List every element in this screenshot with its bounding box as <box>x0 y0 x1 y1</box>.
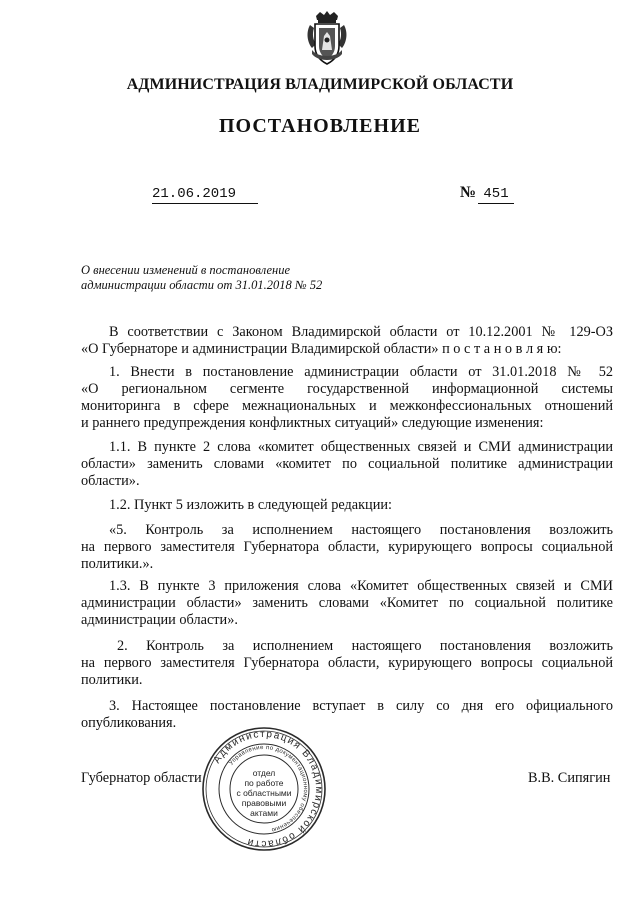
clause-1-3 <box>81 578 613 629</box>
text-line: опубликования. <box>81 715 177 731</box>
stamp-line: актами <box>250 808 278 818</box>
text-line: политики.». <box>81 556 154 572</box>
text-line: мониторинга в сфере межнациональных и межконфессиональных отношений <box>81 398 613 414</box>
text-line: на первого заместителя Губернатора области, курирующего вопросы социальной <box>81 539 613 555</box>
document-number: 451 <box>478 186 514 204</box>
clause-5-quote <box>81 522 613 573</box>
subject-line: О внесении изменений в постановление <box>81 263 291 277</box>
text-line: области». <box>81 473 140 489</box>
number-label: № <box>460 184 477 201</box>
text-line: администрации области». <box>81 612 238 628</box>
svg-text:Администрация Владимирской обл: Администрация Владимирской области <box>211 728 325 850</box>
text-line: 1.1. В пункте 2 слова «комитет общественных связей и СМИ администрации <box>109 439 613 455</box>
document-date: 21.06.2019 <box>152 186 258 204</box>
text-line: и раннего предупреждения конфликтных ситуаций» следующие изменения: <box>81 415 544 431</box>
text-line: 1.2. Пункт 5 изложить в следующей редакции: <box>109 497 392 513</box>
clause-3 <box>81 698 613 732</box>
organization-title: АДМИНИСТРАЦИЯ ВЛАДИМИРСКОЙ ОБЛАСТИ <box>126 76 514 93</box>
coat-of-arms-icon <box>304 10 350 68</box>
stamp-line: отдел <box>252 768 276 778</box>
text-line: «О Губернаторе и администрации Владимирской области» п о с т а н о в л я ю: <box>81 341 562 357</box>
stamp-line: правовыми <box>241 798 287 808</box>
clause-1-1 <box>81 439 613 490</box>
stamp-line: по работе <box>244 778 284 788</box>
clause-2 <box>81 638 613 689</box>
text-line: области» заменить словами «комитет по социальной политике администрации <box>81 456 613 472</box>
document-subject <box>81 263 322 293</box>
text-line: политики. <box>81 672 143 688</box>
text-line: В соответствии с Законом Владимирской области от 10.12.2001 № 129-ОЗ <box>109 324 613 340</box>
text-line: 1.3. В пункте 3 приложения слова «Комитет общественных связей и СМИ <box>109 578 613 594</box>
signatory-name: В.В. Сипягин <box>528 770 611 786</box>
document-type-title: ПОСТАНОВЛЕНИЕ <box>219 115 421 137</box>
stamp-center-text <box>236 768 292 818</box>
intro-paragraph <box>81 324 613 358</box>
clause-1-2 <box>81 497 613 514</box>
text-line: 1. Внести в постановление администрации области от 31.01.2018 № 52 <box>109 364 613 380</box>
signatory-position: Губернатор области <box>81 770 202 786</box>
text-line: 3. Настоящее постановление вступает в силу со дня его официального <box>109 698 613 714</box>
text-line: 2. Контроль за исполнением настоящего постановления возложить <box>117 638 613 654</box>
stamp-line: с областными <box>236 788 292 798</box>
clause-1 <box>81 364 613 432</box>
text-line: администрации области» заменить словами «Комитет по социальной политике <box>81 595 613 611</box>
subject-line: администрации области от 31.01.2018 № 52 <box>81 278 323 292</box>
svg-text:Управление по документационном: Управление по документационному обеспечению <box>228 744 309 833</box>
text-line: «О региональном сегменте государственной информационной системы <box>81 381 613 397</box>
text-line: на первого заместителя Губернатора области, курирующего вопросы социальной <box>81 655 613 671</box>
text-line: «5. Контроль за исполнением настоящего постановления возложить <box>109 522 613 538</box>
